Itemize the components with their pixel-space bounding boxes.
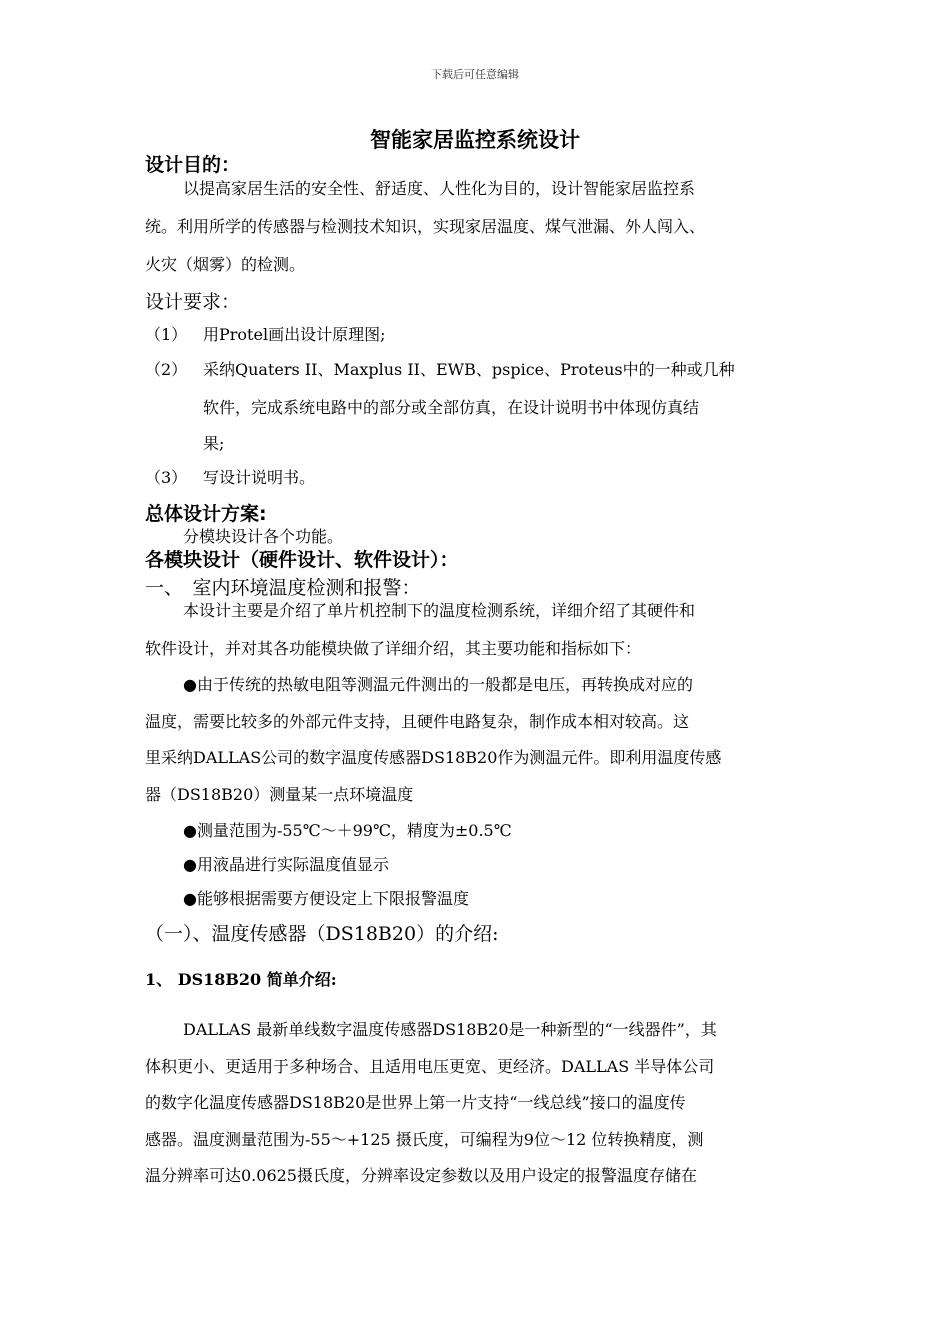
overall-text: 分模块设计各个功能。 [183,527,344,546]
paragraph-line-5: 温分辨率可达0.0625摄氏度，分辨率设定参数以及用户设定的报警温度存储在 [145,1166,697,1185]
purpose-heading: 设计目的： [145,154,241,176]
purpose-line-2: 统。利用所学的传感器与检测技术知识，实现家居温度、煤气泄漏、外人闯入、 [145,217,706,236]
paragraph-line-3: 的数字化温度传感器DS18B20是世界上第一片支持“一线总线”接口的温度传 [145,1093,686,1112]
req-2-line-2: 软件，完成系统电路中的部分或全部仿真，在设计说明书中体现仿真结 [203,398,700,417]
paragraph-line-4: 感器。温度测量范围为-55～+125 摄氏度，可编程为9位～12 位转换精度，测 [145,1130,704,1149]
bullet-1-line-3: 里采纳DALLAS公司的数字温度传感器DS18B20作为测温元件。即利用温度传感 [145,748,722,767]
req-2-num: （2） [145,360,188,379]
bullet-1-line-4: 器（DS18B20）测量某一点环境温度 [145,785,414,804]
module-intro-line-2: 软件设计，并对其各功能模块做了详细介绍，其主要功能和指标如下： [145,639,642,658]
req-2-line-1: 采纳Quaters II、Maxplus II、EWB、pspice、Proteus中的一种或几种 [203,360,735,379]
bullet-display: ●用液晶进行实际温度值显示 [183,855,389,874]
module-1-heading: 一、 室内环境温度检测和报警： [145,577,421,599]
req-1-num: （1） [145,325,188,344]
module-intro-line-1: 本设计主要是介绍了单片机控制下的温度检测系统，详细介绍了其硬件和 [183,601,696,620]
page-header: 下载后可任意编辑 [431,68,519,81]
requirements-heading: 设计要求： [145,291,241,313]
paragraph-line-2: 体积更小、更适用于多种场合、且适用电压更宽、更经济。DALLAS 半导体公司 [145,1057,715,1076]
req-3-num: （3） [145,468,188,487]
bullet-alarm: ●能够根据需要方便设定上下限报警温度 [183,889,469,908]
req-3-text: 写设计说明书。 [203,468,316,487]
req-1-text: 用Protel画出设计原理图; [203,325,386,344]
bullet-1-line-2: 温度，需要比较多的外部元件支持，且硬件电路复杂，制作成本相对较高。这 [145,712,690,731]
sensor-intro-heading: 1、 DS18B20 简单介绍: [145,970,337,989]
purpose-line-1: 以提高家居生活的安全性、舒适度、人性化为目的，设计智能家居监控系 [183,179,696,198]
document-title: 智能家居监控系统设计 [370,128,580,152]
purpose-line-3: 火灾（烟雾）的检测。 [145,255,306,274]
req-2-line-3: 果; [203,434,225,453]
bullet-range: ●测量范围为-55℃～＋99℃，精度为±0.5℃ [183,821,512,840]
overall-heading: 总体设计方案: [145,503,267,525]
bullet-1-line-1: ●由于传统的热敏电阻等测温元件测出的一般都是电压，再转换成对应的 [183,675,693,694]
sensor-heading: （一）、温度传感器（DS18B20）的介绍: [145,923,499,945]
paragraph-line-1: DALLAS 最新单线数字温度传感器DS18B20是一种新型的“一线器件”，其 [183,1020,717,1039]
modules-heading: 各模块设计（硬件设计、软件设计）： [145,549,459,571]
